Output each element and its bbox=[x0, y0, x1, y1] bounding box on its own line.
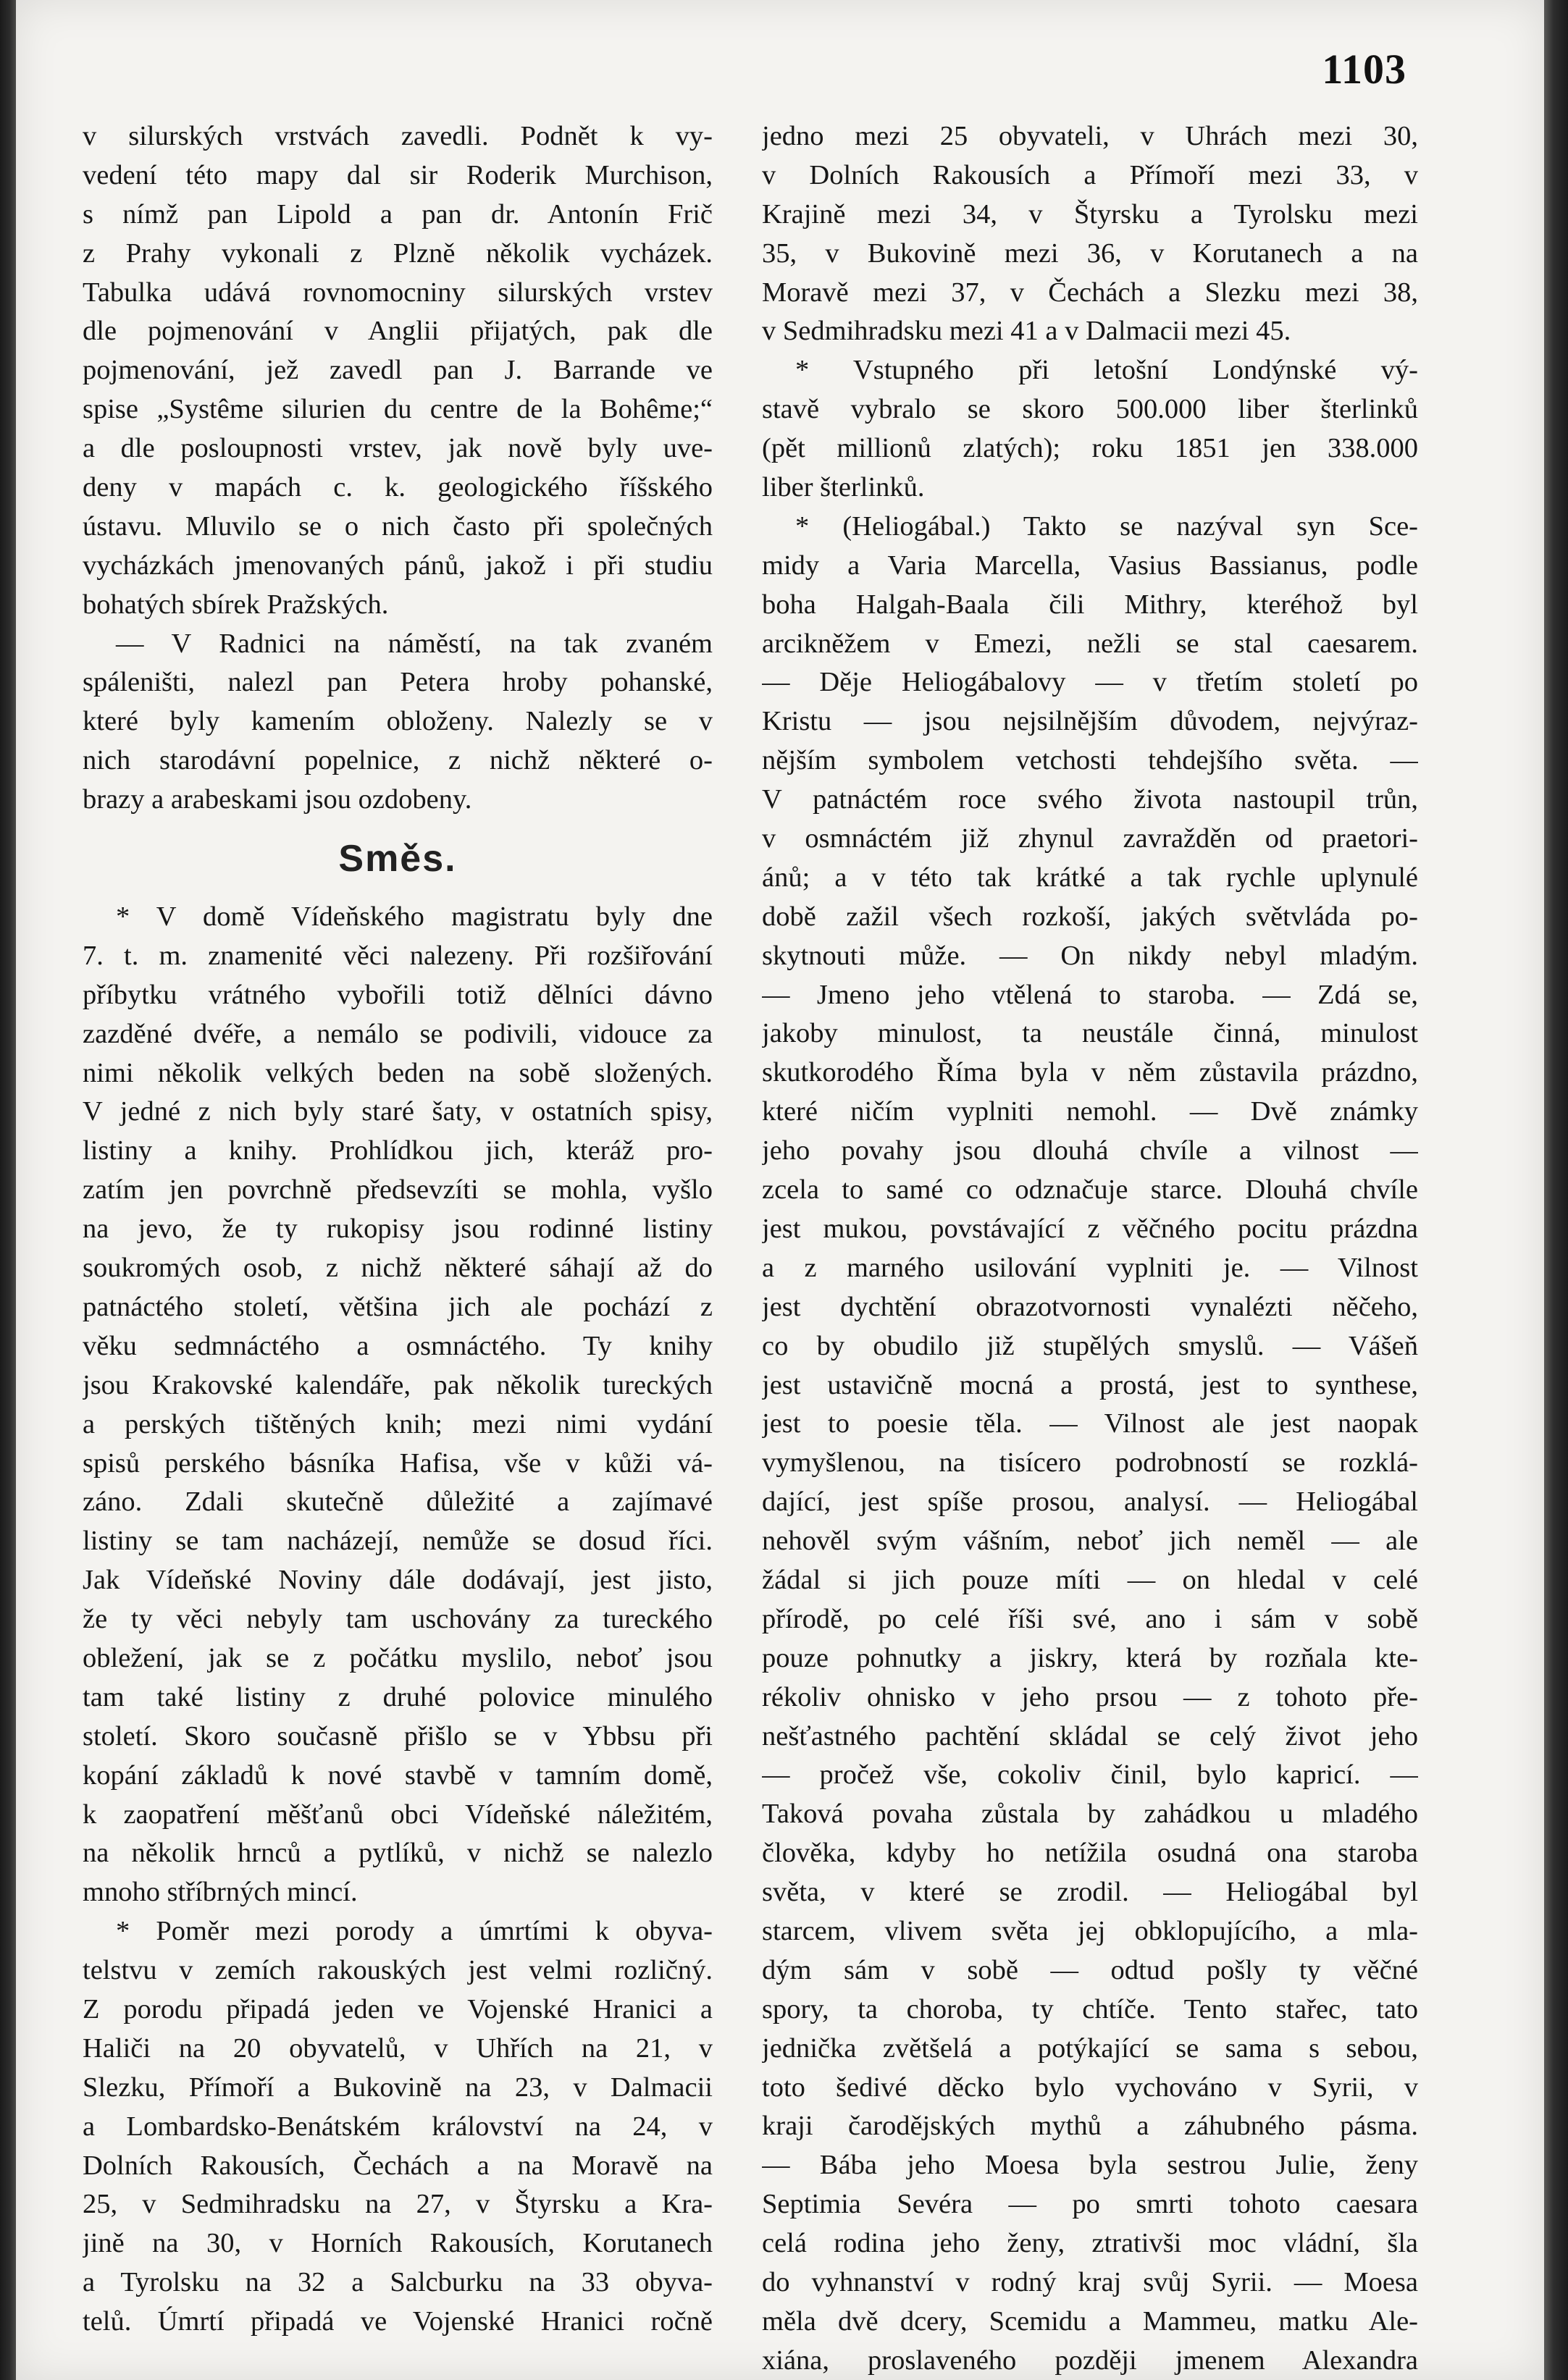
text-line: nehověl svým vášním, neboť jich neměl — ale bbox=[762, 1526, 1418, 1557]
text-line: Slezku, Přímoří a Bukovině na 23, v Dalmacii bbox=[83, 2072, 713, 2103]
text-line: a Lombardsko-Benátském království na 24, v bbox=[83, 2111, 713, 2142]
text-line: Z porodu připadá jeden ve Vojenské Hranici a bbox=[83, 1993, 713, 2024]
right-column bbox=[762, 117, 1418, 2380]
text-line: jest mukou, povstávající z věčného pocitu prázdna bbox=[762, 1213, 1418, 1244]
text-line: jedno mezi 25 obyvateli, v Uhrách mezi 30, bbox=[762, 121, 1418, 151]
text-line: liber šterlinků. bbox=[762, 472, 925, 503]
text-line: mnoho stříbrných mincí. bbox=[83, 1877, 358, 1908]
text-line: vymyšlenou, na tisícero podrobností se rozklá- bbox=[762, 1447, 1418, 1479]
text-line: — Děje Heliogábalovy — v třetím století po bbox=[762, 667, 1418, 698]
text-line: patnáctého století, většina jich ale pochází z bbox=[83, 1291, 713, 1322]
text-line: skutkorodého Říma byla v něm zůstavila prázdno, bbox=[762, 1057, 1418, 1088]
text-line: * V domě Vídeňského magistratu byly dne bbox=[116, 901, 713, 933]
text-line: záno. Zdali skutečně důležité a zajímavé bbox=[83, 1487, 713, 1518]
text-line: (pět millionů zlatých); roku 1851 jen 338.000 bbox=[762, 433, 1418, 464]
text-line: z Prahy vykonali z Plzně několik vycházek. bbox=[83, 237, 713, 269]
text-line: Moravě mezi 37, v Čechách a Slezku mezi 38, bbox=[762, 277, 1418, 308]
text-line: — Bába jeho Moesa byla sestrou Julie, ženy bbox=[762, 2150, 1418, 2181]
page-number: 1103 bbox=[1322, 46, 1406, 93]
text-line: dle pojmenování v Anglii přijatých, pak dle bbox=[83, 316, 713, 347]
text-line: jednička zvětšelá a potýkající se sama s sebou, bbox=[762, 2032, 1418, 2064]
text-line: s nímž pan Lipold a pan dr. Antonín Frič bbox=[83, 198, 713, 230]
text-line: obležení, jak se z počátku myslilo, neboť jsou bbox=[83, 1642, 713, 1673]
text-line: a dle posloupnosti vrstev, jak nově byly uve- bbox=[83, 433, 713, 464]
text-line: starcem, vlivem světa jej obklopujícího, a mla- bbox=[762, 1915, 1418, 1946]
text-line: spisů perského básníka Hafisa, vše v kůži vá- bbox=[83, 1447, 713, 1479]
text-line: vedení této mapy dal sir Roderik Murchison, bbox=[83, 159, 713, 190]
text-line: v Sedmihradsku mezi 41 a v Dalmacii mezi 45. bbox=[762, 316, 1291, 347]
text-line: Tabulka udává rovnomocniny silurských vrstev bbox=[83, 277, 713, 308]
text-line: Septimia Sevéra — po smrti tohoto caesara bbox=[762, 2189, 1418, 2220]
text-line: a z marného usilování vyplniti je. — Vilnost bbox=[762, 1252, 1418, 1283]
text-line: jakoby minulost, ta neustále činná, minulost bbox=[762, 1018, 1418, 1049]
text-line: ánů; a v této tak krátké a tak rychle uplynulé bbox=[762, 862, 1418, 893]
text-line: do vyhnanství v rodný kraj svůj Syrii. — Moesa bbox=[762, 2266, 1418, 2297]
text-line: jeho povahy jsou dlouhá chvíle a vilnost — bbox=[762, 1135, 1418, 1166]
text-line: a Tyrolsku na 32 a Salcburku na 33 obyva- bbox=[83, 2267, 713, 2298]
text-line: boha Halgah-Baala čili Mithry, kteréhož byl bbox=[762, 589, 1418, 620]
text-line: době zažil všech rozkoší, jakých světvláda po- bbox=[762, 901, 1418, 932]
text-line: zcela to samé co odznačuje starce. Dlouhá chvíle bbox=[762, 1174, 1418, 1206]
text-line: nimi několik velkých beden na sobě složených. bbox=[83, 1057, 713, 1088]
text-line: 7. t. m. znamenité věci nalezeny. Při rozšiřování bbox=[83, 940, 713, 971]
text-line: věku sedmnáctého a osmnáctého. Ty knihy bbox=[83, 1330, 713, 1361]
text-line: V patnáctém roce svého života nastoupil trůn, bbox=[762, 784, 1418, 815]
text-line: jest to poesie těla. — Vilnost ale jest naopak bbox=[762, 1408, 1418, 1439]
text-line: zazděné dvéře, a nemálo se podivili, vidouce za bbox=[83, 1018, 713, 1049]
text-line: Kristu — jsou nejsilnějším důvodem, nejvýraz- bbox=[762, 706, 1418, 737]
text-line: jině na 30, v Horních Rakousích, Korutanech bbox=[83, 2228, 713, 2259]
text-line: ústavu. Mluvilo se o nich často při společných bbox=[83, 510, 713, 542]
text-line: století. Skoro současně přišlo se v Ybbsu při bbox=[83, 1720, 713, 1752]
text-line: skytnouti může. — On nikdy nebyl mladým. bbox=[762, 940, 1418, 971]
text-line: Haliči na 20 obyvatelů, v Uhřích na 21, v bbox=[83, 2032, 713, 2064]
section-heading: Směs. bbox=[338, 838, 457, 880]
text-line: tam také listiny z druhé polovice minulého bbox=[83, 1681, 713, 1712]
text-line: * Poměr mezi porody a úmrtími k obyva- bbox=[116, 1916, 713, 1947]
text-line: jsou Krakovské kalendáře, pak několik tureckých bbox=[83, 1369, 713, 1400]
text-line: žádal si jich pouze míti — on hledal v celé bbox=[762, 1564, 1418, 1595]
text-line: kraji čarodějských mythů a záhubného pásma. bbox=[762, 2111, 1418, 2142]
text-line: pojmenování, jež zavedl pan J. Barrande ve bbox=[83, 355, 713, 386]
text-line: spise „Systême silurien du centre de la Bohême;“ bbox=[83, 394, 713, 425]
text-line: světa, v které se zrodil. — Heliogábal byl bbox=[762, 1877, 1418, 1908]
text-line: arcikněžem v Emezi, nežli se stal caesarem. bbox=[762, 628, 1418, 659]
text-line: 35, v Bukovině mezi 36, v Korutanech a na bbox=[762, 237, 1418, 269]
text-line: vycházkách jmenovaných pánů, jakož i při studiu bbox=[83, 550, 713, 581]
text-line: Dolních Rakousích, Čechách a na Moravě na bbox=[83, 2150, 713, 2181]
text-line: V jedné z nich byly staré šaty, v ostatních spisy, bbox=[83, 1096, 713, 1127]
text-line: dým sám v sobě — odtud pošly ty věčné bbox=[762, 1954, 1418, 1985]
text-line: a perských tištěných knih; mezi nimi vydání bbox=[83, 1408, 713, 1439]
text-line: celá rodina jeho ženy, ztrativši moc vládní, šla bbox=[762, 2228, 1418, 2259]
text-line: Taková povaha zůstala by zahádkou u mladého bbox=[762, 1799, 1418, 1830]
text-line: * Vstupného při letošní Londýnské vý- bbox=[795, 355, 1418, 386]
text-line: v silurských vrstvách zavedli. Podnět k vy- bbox=[83, 121, 713, 151]
text-line: Jak Vídeňské Noviny dále dodávají, jest jisto, bbox=[83, 1565, 713, 1596]
text-line: — pročež vše, cokoliv činil, bylo kapricí. — bbox=[762, 1759, 1418, 1791]
text-line: Krajině mezi 34, v Štyrsku a Tyrolsku mezi bbox=[762, 198, 1418, 230]
text-line: nich starodávní popelnice, z nichž některé o- bbox=[83, 745, 713, 776]
text-line: telstvu v zemích rakouských jest velmi rozličný. bbox=[83, 1955, 713, 1986]
text-line: xiána, proslaveného později jmenem Alexandra bbox=[762, 2345, 1418, 2376]
text-line: 25, v Sedmihradsku na 27, v Štyrsku a Kra- bbox=[83, 2189, 713, 2220]
text-line: na jevo, že ty rukopisy jsou rodinné listiny bbox=[83, 1214, 713, 1245]
text-line: jest ustavičně mocná a prostá, jest to synthese, bbox=[762, 1369, 1418, 1400]
book-gutter-left bbox=[0, 0, 16, 2380]
text-line: přírodě, po celé říši své, ano i sám v sobě bbox=[762, 1603, 1418, 1634]
text-line: na několik hrnců a pytlíků, v nichž se nalezlo bbox=[83, 1838, 713, 1869]
text-line: které byly kamením obloženy. Nalezly se v bbox=[83, 706, 713, 737]
text-line: dající, jest spíše prosou, analysí. — Heliogábal bbox=[762, 1487, 1418, 1518]
text-line: nešťastného pachtění skládal se celý život jeho bbox=[762, 1720, 1418, 1752]
text-line: které ničím vyplniti nemohl. — Dvě známky bbox=[762, 1096, 1418, 1127]
text-line: rékoliv ohnisko v jeho prsou — z tohoto pře- bbox=[762, 1681, 1418, 1712]
text-line: měla dvě dcery, Scemidu a Mammeu, matku Ale- bbox=[762, 2305, 1418, 2337]
text-line: v Dolních Rakousích a Přímoří mezi 33, v bbox=[762, 159, 1418, 190]
text-line: co by obudilo již stupělých smyslů. — Vášeň bbox=[762, 1330, 1418, 1361]
text-line: kopání základů k nové stavbě v tamním domě, bbox=[83, 1759, 713, 1791]
book-gutter-right bbox=[1544, 0, 1568, 2380]
text-line: spáleništi, nalezl pan Petera hroby pohanské, bbox=[83, 667, 713, 698]
text-line: bohatých sbírek Pražských. bbox=[83, 589, 389, 620]
text-line: * (Heliogábal.) Takto se nazýval syn Sce- bbox=[795, 510, 1418, 542]
text-line: deny v mapách c. k. geologického říšského bbox=[83, 472, 713, 503]
text-line: midy a Varia Marcella, Vasius Bassianus, podle bbox=[762, 550, 1418, 581]
text-line: listiny se tam nacházejí, nemůže se dosud říci. bbox=[83, 1526, 713, 1557]
text-line: pouze pohnutky a jiskry, která by rozňala kte- bbox=[762, 1642, 1418, 1673]
text-line: brazy a arabeskami jsou ozdobeny. bbox=[83, 784, 472, 815]
text-line: toto šedivé děcko bylo vychováno v Syrii, v bbox=[762, 2072, 1418, 2103]
text-line: zatím jen povrchně předsevzíti se mohla, vyšlo bbox=[83, 1174, 713, 1206]
text-line: — V Radnici na náměstí, na tak zvaném bbox=[116, 628, 713, 659]
text-line: stavě vybralo se skoro 500.000 liber šterlinků bbox=[762, 394, 1418, 425]
text-line: v osmnáctém již zhynul zavražděn od praetori- bbox=[762, 823, 1418, 854]
text-line: člověka, kdyby ho netížila osudná ona staroba bbox=[762, 1838, 1418, 1869]
text-line: soukromých osob, z nichž některé sáhají až do bbox=[83, 1253, 713, 1284]
text-line: spory, ta choroba, ty chtíče. Tento stařec, tato bbox=[762, 1993, 1418, 2024]
text-line: — Jmeno jeho vtělená to staroba. — Zdá se, bbox=[762, 979, 1418, 1010]
text-line: telů. Úmrtí připadá ve Vojenské Hranici ročně bbox=[83, 2306, 713, 2337]
text-line: k zaopatření měšťanů obci Vídeňské náležitém, bbox=[83, 1799, 713, 1830]
left-column bbox=[83, 117, 713, 2342]
text-line: listiny a knihy. Prohlídkou jich, kteráž pro- bbox=[83, 1135, 713, 1166]
text-line: příbytku vrátného vybořili totiž dělníci dávno bbox=[83, 979, 713, 1010]
text-line: nějším symbolem vetchosti tehdejšího světa. — bbox=[762, 745, 1418, 776]
text-line: jest dychtění obrazotvornosti vynalézti něčeho, bbox=[762, 1291, 1418, 1322]
text-line: že ty věci nebyly tam uschovány za tureckého bbox=[83, 1604, 713, 1635]
document-page bbox=[16, 0, 1544, 2380]
